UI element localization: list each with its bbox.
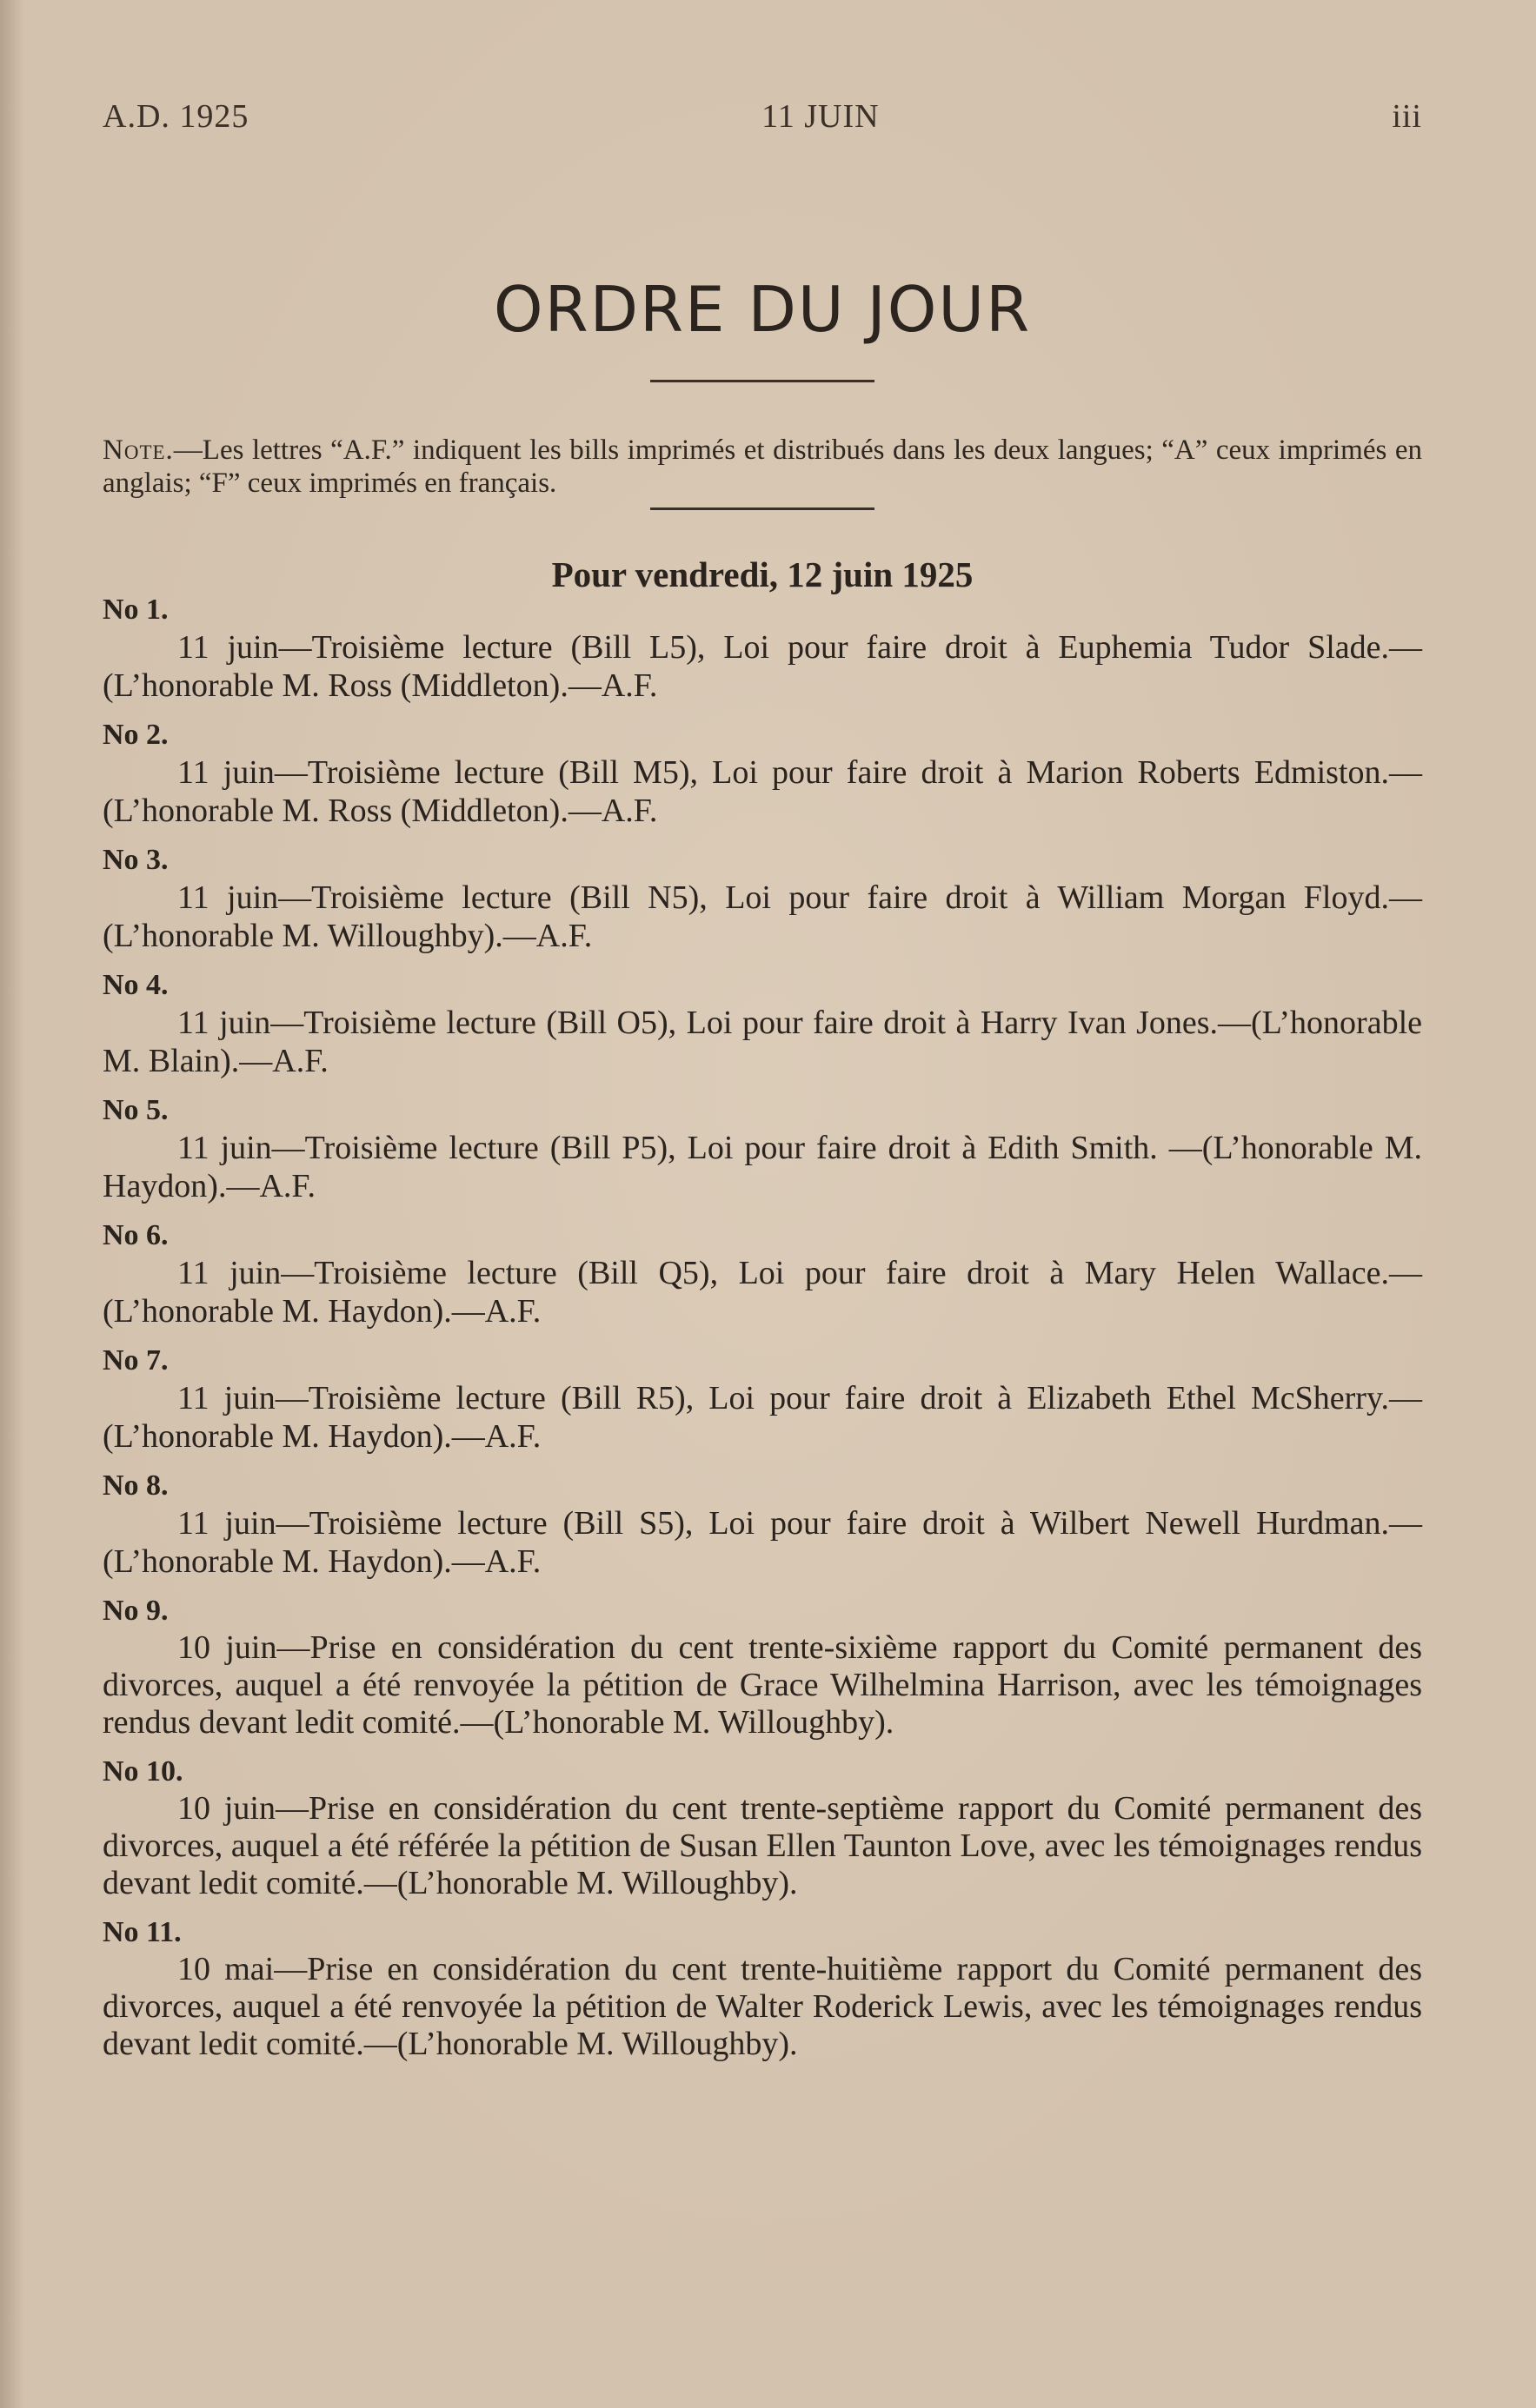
item-number: No 10. (103, 1755, 183, 1788)
agenda-item (103, 1914, 1422, 2063)
agenda-item (103, 717, 1422, 830)
item-number: No 5. (103, 1094, 169, 1126)
agenda-item (103, 842, 1422, 955)
item-text: 11 juin—Troisième lecture (Bill Q5), Loi pour faire droit à Mary Helen Wallace.—(L’honorable M. Haydon).—A.F. (103, 1255, 1422, 1330)
document-page (103, 97, 1422, 2062)
title-divider (650, 380, 874, 382)
page-title: ORDRE DU JOUR (493, 273, 1032, 346)
item-text: 11 juin—Troisième lecture (Bill R5), Loi pour faire droit à Elizabeth Ethel McSherry.—(L’honorable M. Haydon).—A.F. (103, 1380, 1422, 1455)
item-number: No 7. (103, 1344, 169, 1376)
item-text: 10 mai—Prise en considération du cent trente-huitième rapport du Comité permanent des divorces, auquel a été renvoyée la pétition de Walter Roderick Lewis, avec les témoignages rendus devant ledit comité.—(L’honorable M. Willoughby). (103, 1951, 1422, 2062)
header-page-number: iii (1392, 98, 1422, 135)
agenda-section (103, 554, 1422, 2075)
item-text: 10 juin—Prise en considération du cent trente-sixième rapport du Comité permanent des divorces, auquel a été renvoyée la pétition de Grace Wilhelmina Harrison, avec les témoignages rendus devant ledit comité.—(L’honorable M. Willoughby). (103, 1629, 1422, 1741)
agenda-item (103, 1754, 1422, 1902)
item-number: No 4. (103, 969, 169, 1001)
item-number: No 6. (103, 1219, 169, 1251)
page-header (103, 97, 1422, 149)
item-number: No 8. (103, 1469, 169, 1502)
agenda-item (103, 1217, 1422, 1330)
note-paragraph (103, 434, 1422, 500)
note-label: Note. (103, 435, 174, 466)
item-text: 11 juin—Troisième lecture (Bill N5), Loi pour faire droit à William Morgan Floyd.—(L’honorable M. Willoughby).—A.F. (103, 879, 1422, 954)
agenda-item (103, 1593, 1422, 1741)
item-number: No 1. (103, 594, 169, 626)
note-divider (650, 507, 874, 510)
item-text: 11 juin—Troisième lecture (Bill M5), Loi pour faire droit à Marion Roberts Edmiston.—(L’honorable M. Ross (Middleton).—A.F. (103, 754, 1422, 829)
item-text: 11 juin—Troisième lecture (Bill S5), Loi pour faire droit à Wilbert Newell Hurdman.—(L’honorable M. Haydon).—A.F. (103, 1505, 1422, 1580)
item-number: No 9. (103, 1595, 169, 1627)
item-text: 11 juin—Troisième lecture (Bill O5), Loi pour faire droit à Harry Ivan Jones.—(L’honorable M. Blain).—A.F. (103, 1005, 1422, 1079)
item-text: 11 juin—Troisième lecture (Bill L5), Loi pour faire droit à Euphemia Tudor Slade.—(L’honorable M. Ross (Middleton).—A.F. (103, 629, 1422, 704)
agenda-items (103, 592, 1422, 2063)
agenda-item (103, 1468, 1422, 1581)
item-number: No 3. (103, 844, 169, 876)
item-number: No 2. (103, 719, 169, 751)
agenda-item (103, 592, 1422, 705)
header-year: A.D. 1925 (103, 98, 249, 135)
item-number: No 11. (103, 1916, 182, 1948)
header-date: 11 JUIN (761, 98, 880, 135)
agenda-item (103, 967, 1422, 1080)
item-text: 11 juin—Troisième lecture (Bill P5), Loi pour faire droit à Edith Smith. —(L’honorable M. Haydon).—A.F. (103, 1130, 1422, 1204)
agenda-item (103, 1343, 1422, 1456)
agenda-item (103, 1092, 1422, 1205)
section-title: Pour vendredi, 12 juin 1925 (551, 554, 974, 594)
note-text: —Les lettres “A.F.” indiquent les bills imprimés et distribués dans les deux langues; “A” ceux imprimés en anglais; “F” ceux imprimés en français. (103, 435, 1422, 499)
item-text: 10 juin—Prise en considération du cent trente-septième rapport du Comité permanent des divorces, auquel a été référée la pétition de Susan Ellen Taunton Love, avec les témoignages rendus devant ledit comité.—(L’honorable M. Willoughby). (103, 1790, 1422, 1901)
